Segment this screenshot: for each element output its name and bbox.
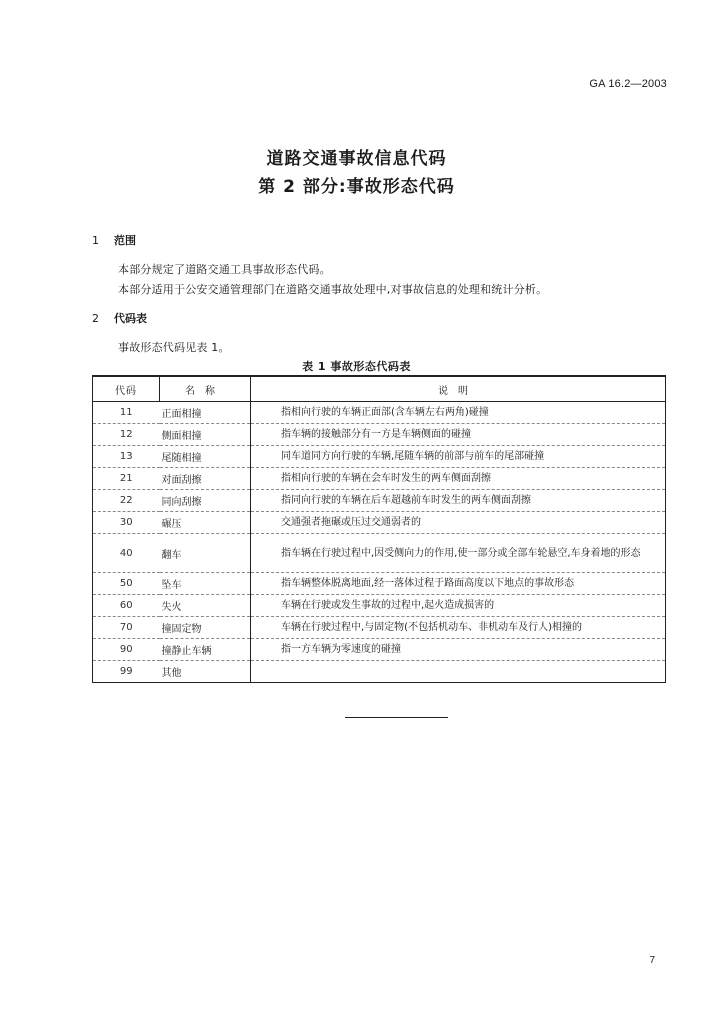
code-table [92, 375, 666, 683]
page-number: 7 [649, 955, 655, 966]
row-code: 50 [93, 573, 160, 595]
table-row [93, 573, 666, 595]
scope-paragraph: 本部分规定了道路交通工具事故形态代码。 [118, 263, 331, 276]
row-code: 22 [93, 490, 160, 512]
row-name: 坠车 [160, 573, 251, 595]
table-row [93, 639, 666, 661]
table-caption: 表 1 事故形态代码表 [302, 360, 411, 373]
row-name: 同向刮擦 [160, 490, 251, 512]
row-code: 60 [93, 595, 160, 617]
row-code: 30 [93, 512, 160, 534]
table-row [93, 490, 666, 512]
table-row [93, 512, 666, 534]
header-name: 名称 [160, 376, 251, 402]
section-title: 范围 [114, 234, 136, 247]
row-name: 对面刮擦 [160, 468, 251, 490]
table-row [93, 595, 666, 617]
row-code: 40 [93, 534, 160, 573]
section-heading-scope [92, 232, 136, 248]
row-desc: 指一方车辆为零速度的碰撞 [251, 639, 666, 661]
document-subtitle: 第 2 部分:事故形态代码 [258, 177, 455, 197]
row-code: 99 [93, 661, 160, 683]
row-name: 撞固定物 [160, 617, 251, 639]
row-desc: 指相向行驶的车辆正面部(含车辆左右两角)碰撞 [251, 402, 666, 424]
row-name: 碾压 [160, 512, 251, 534]
row-code: 13 [93, 446, 160, 468]
section-number: 1 [92, 234, 99, 247]
applicability-paragraph: 本部分适用于公安交通管理部门在道路交通事故处理中,对事故信息的处理和统计分析。 [118, 283, 548, 296]
row-code: 21 [93, 468, 160, 490]
row-desc: 车辆在行驶或发生事故的过程中,起火造成损害的 [251, 595, 666, 617]
table-row [93, 617, 666, 639]
standard-code: GA 16.2—2003 [589, 78, 667, 90]
header-desc: 说明 [251, 376, 666, 402]
row-desc: 指相向行驶的车辆在会车时发生的两车侧面刮擦 [251, 468, 666, 490]
table-row [93, 661, 666, 683]
row-desc: 指车辆整体脱离地面,经一落体过程于路面高度以下地点的事故形态 [251, 573, 666, 595]
row-code: 12 [93, 424, 160, 446]
section-title: 代码表 [114, 312, 147, 325]
row-name: 正面相撞 [160, 402, 251, 424]
row-desc: 指同向行驶的车辆在后车超越前车时发生的两车侧面刮擦 [251, 490, 666, 512]
row-desc: 同车道同方向行驶的车辆,尾随车辆的前部与前车的尾部碰撞 [251, 446, 666, 468]
row-desc: 指车辆在行驶过程中,因受侧向力的作用,使一部分或全部车轮悬空,车身着地的形态 [251, 534, 666, 573]
row-name: 尾随相撞 [160, 446, 251, 468]
row-name: 侧面相撞 [160, 424, 251, 446]
table-row [93, 468, 666, 490]
table-row [93, 446, 666, 468]
section-heading-code-table [92, 310, 147, 326]
row-code: 70 [93, 617, 160, 639]
table-row [93, 424, 666, 446]
table-header-row [93, 376, 666, 402]
document-title: 道路交通事故信息代码 [266, 149, 447, 169]
table-row [93, 402, 666, 424]
row-desc: 车辆在行驶过程中,与固定物(不包括机动车、非机动车及行人)相撞的 [251, 617, 666, 639]
table-reference-paragraph: 事故形态代码见表 1。 [118, 341, 230, 354]
end-divider [345, 717, 448, 718]
row-name: 失火 [160, 595, 251, 617]
row-name: 翻车 [160, 534, 251, 573]
row-code: 90 [93, 639, 160, 661]
header-code: 代码 [93, 376, 160, 402]
row-desc [251, 661, 666, 683]
section-number: 2 [92, 312, 99, 325]
row-code: 11 [93, 402, 160, 424]
row-desc: 指车辆的接触部分有一方是车辆侧面的碰撞 [251, 424, 666, 446]
table-row [93, 534, 666, 573]
row-name: 撞静止车辆 [160, 639, 251, 661]
row-name: 其他 [160, 661, 251, 683]
row-desc: 交通强者拖碾或压过交通弱者的 [251, 512, 666, 534]
